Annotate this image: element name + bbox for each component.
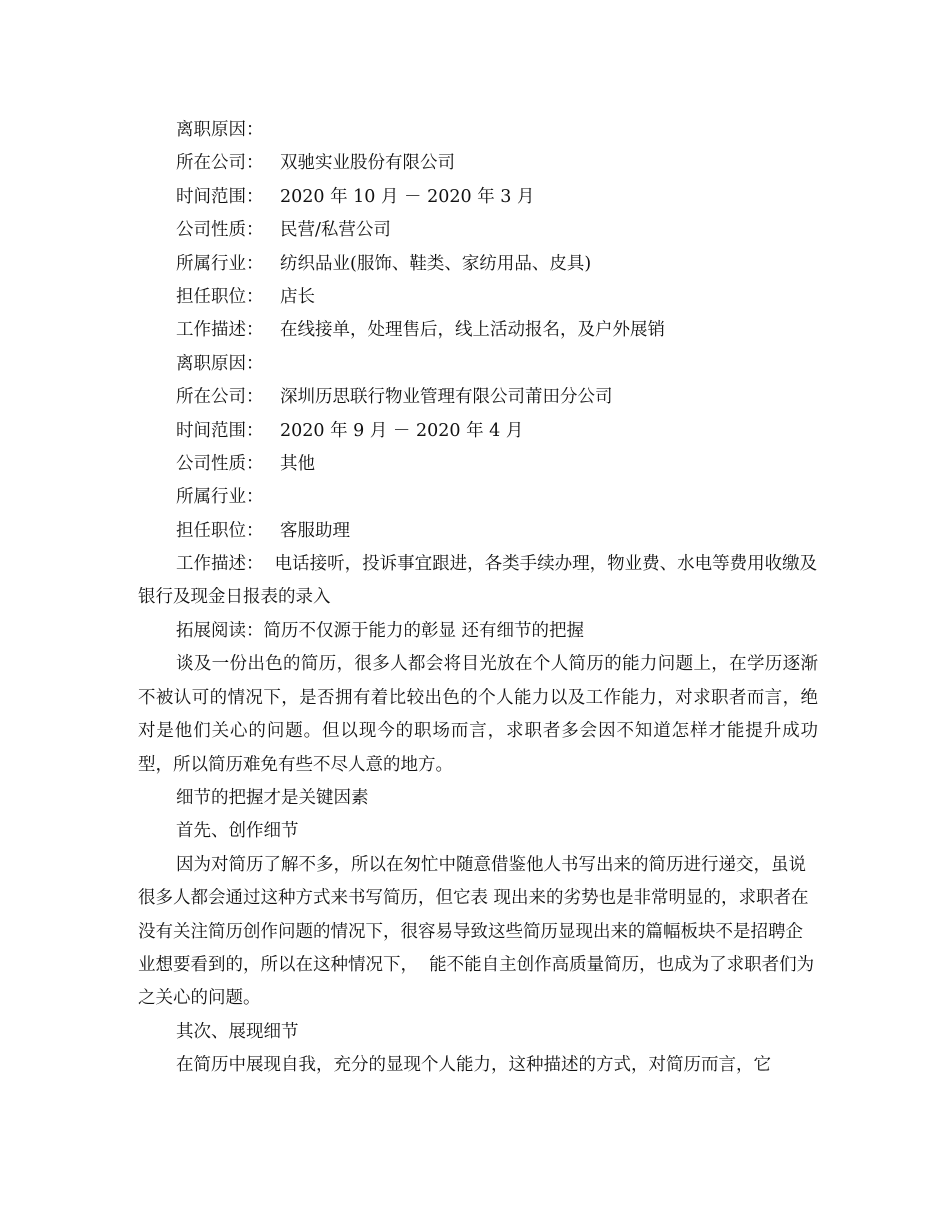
field-row	[138, 181, 818, 214]
field-label: 工作描述：	[176, 320, 264, 341]
field-row	[138, 214, 818, 247]
section-heading: 首先、创作细节	[176, 821, 299, 842]
field-label: 时间范围：	[176, 186, 264, 207]
field-label: 所在公司：	[176, 387, 264, 408]
work-description-paragraph: 工作描述： 电话接听，投诉事宜跟进，各类手续办理，物业费、水电等费用收缴及银行及现金日报表的录入	[138, 554, 818, 608]
field-label: 所属行业：	[176, 487, 264, 508]
field-label: 时间范围：	[176, 420, 264, 441]
field-row	[138, 481, 818, 514]
field-label: 公司性质：	[176, 220, 264, 241]
field-label: 离职原因：	[176, 353, 264, 374]
field-label: 所属行业：	[176, 253, 264, 274]
field-value: 其他	[280, 453, 315, 474]
field-value: 2020 年 9 月 － 2020 年 4 月	[280, 420, 524, 441]
field-value: 纺织品业(服饰、鞋类、家纺用品、皮具)	[280, 253, 592, 274]
field-value: 店长	[280, 286, 315, 307]
field-row	[138, 381, 818, 414]
field-row	[138, 281, 818, 314]
extended-reading-title: 拓展阅读：简历不仅源于能力的彰显 还有细节的把握	[176, 620, 585, 641]
field-label: 担任职位：	[176, 286, 264, 307]
field-value: 客服助理	[280, 520, 350, 541]
field-row	[138, 147, 818, 180]
field-value: 深圳历思联行物业管理有限公司莆田分公司	[280, 387, 613, 408]
field-value: 在线接单，处理售后，线上活动报名，及户外展销	[280, 320, 665, 341]
field-label: 公司性质：	[176, 453, 264, 474]
field-row	[138, 114, 818, 147]
section-heading: 其次、展现细节	[176, 1021, 299, 1042]
field-row	[138, 348, 818, 381]
section-heading: 细节的把握才是关键因素	[176, 787, 369, 808]
field-label: 所在公司：	[176, 153, 264, 174]
field-label: 离职原因：	[176, 120, 264, 140]
body-paragraph: 在简历中展现自我，充分的显现个人能力，这种描述的方式，对简历而言，它	[176, 1055, 771, 1076]
field-row	[138, 248, 818, 281]
body-paragraph: 谈及一份出色的简历，很多人都会将目光放在个人简历的能力问题上，在学历逐渐不被认可的情况下，是否拥有着比较出色的个人能力以及工作能力，对求职者而言，绝对是他们关心的问题。但以现今的职场而言，求职者多会因不知道怎样才能提升成功型，所以简历难免有些不尽人意的地方。	[138, 654, 818, 775]
body-paragraph: 因为对简历了解不多，所以在匆忙中随意借鉴他人书写出来的简历进行递交，虽说很多人都会通过这种方式来书写简历，但它表 现出来的劣势也是非常明显的，求职者在没有关注简历创作问题的情况下，很容易导致这些简历显现出来的篇幅板块不是招聘企业想要看到的，所以在这种情况下， 能不能自主创作高质量简历，也成为了求职者们为之关心的问题。	[138, 854, 815, 1009]
field-label: 担任职位：	[176, 520, 264, 541]
field-value: 双驰实业股份有限公司	[280, 153, 455, 174]
field-row	[138, 515, 818, 548]
field-value: 民营/私营公司	[280, 220, 391, 241]
field-row	[138, 448, 818, 481]
field-row	[138, 314, 818, 347]
document-body	[138, 114, 818, 1083]
field-value: 2020 年 10 月 － 2020 年 3 月	[280, 186, 535, 207]
field-row	[138, 415, 818, 448]
